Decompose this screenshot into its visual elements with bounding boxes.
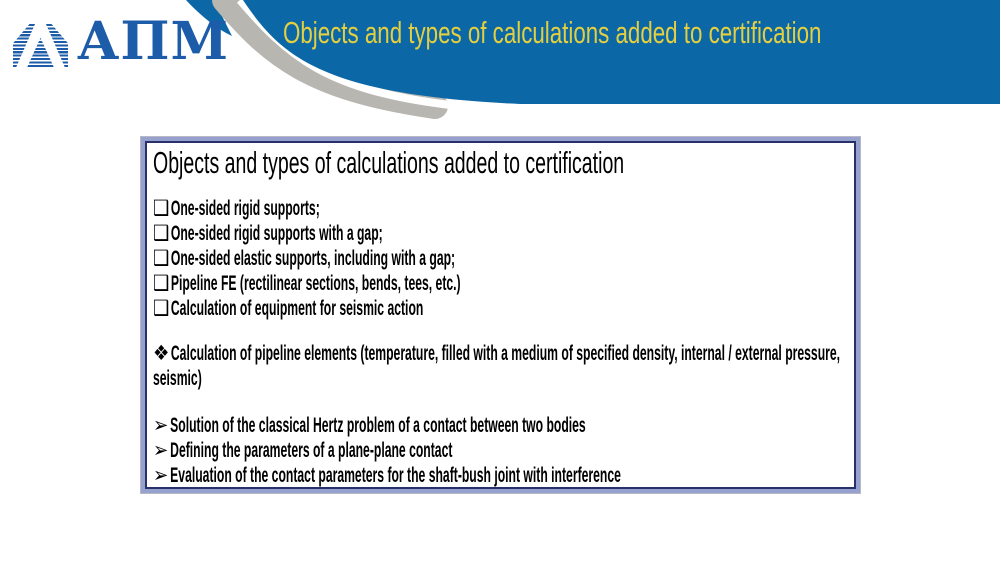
list-item-text: One-sided elastic supports, including with a gap; (170, 247, 456, 270)
diamond-bullet-icon: ❖ (153, 342, 170, 365)
checkbox-bullet-icon: ❑ (153, 247, 170, 270)
content-box-border (141, 137, 860, 493)
list-item (153, 341, 856, 391)
content-box (140, 136, 861, 494)
list-item-text: Defining the parameters of a plane-plane contact (170, 439, 453, 462)
list-item-text: Pipeline FE (rectilinear sections, bends, tees, etc.) (170, 272, 461, 295)
arrow-bullet-icon: ➢ (153, 464, 169, 487)
apm-logo (0, 0, 230, 90)
apm-logo-icon (13, 24, 68, 67)
list-item-text: Evaluation of the contact parameters for the shaft-bush joint with interference (170, 464, 621, 487)
checkbox-bullet-icon: ❑ (153, 297, 170, 320)
list-item (153, 296, 856, 321)
checkbox-bullet-icon: ❑ (153, 197, 170, 220)
list-item (153, 413, 856, 438)
checkbox-bullet-group (153, 196, 856, 321)
list-item-text: Solution of the classical Hertz problem of a contact between two bodies (170, 414, 586, 437)
list-item-text: Calculation of pipeline elements (temperature, filled with a medium of specified density, internal / external pressure, seismic) (153, 342, 841, 390)
arrow-bullet-icon: ➢ (153, 414, 169, 437)
arrow-bullet-icon: ➢ (153, 439, 169, 462)
arrow-bullet-group (153, 413, 856, 488)
content-heading: Objects and types of calculations added to certification (153, 145, 625, 180)
list-item (153, 221, 856, 246)
list-item-text: Calculation of equipment for seismic action (170, 297, 424, 320)
checkbox-bullet-icon: ❑ (153, 272, 170, 295)
checkbox-bullet-icon: ❑ (153, 222, 170, 245)
list-item (153, 196, 856, 221)
diamond-bullet-group (153, 341, 856, 391)
list-item (153, 438, 856, 463)
list-item (153, 463, 856, 488)
list-item (153, 246, 856, 271)
list-item-text: One-sided rigid supports; (170, 197, 320, 220)
list-item (153, 271, 856, 296)
slide-title: Objects and types of calculations added to certification (283, 15, 822, 50)
content-box-inner (145, 141, 856, 489)
list-item-text: One-sided rigid supports with a gap; (170, 222, 383, 245)
logo-text: АПМ (77, 11, 230, 72)
